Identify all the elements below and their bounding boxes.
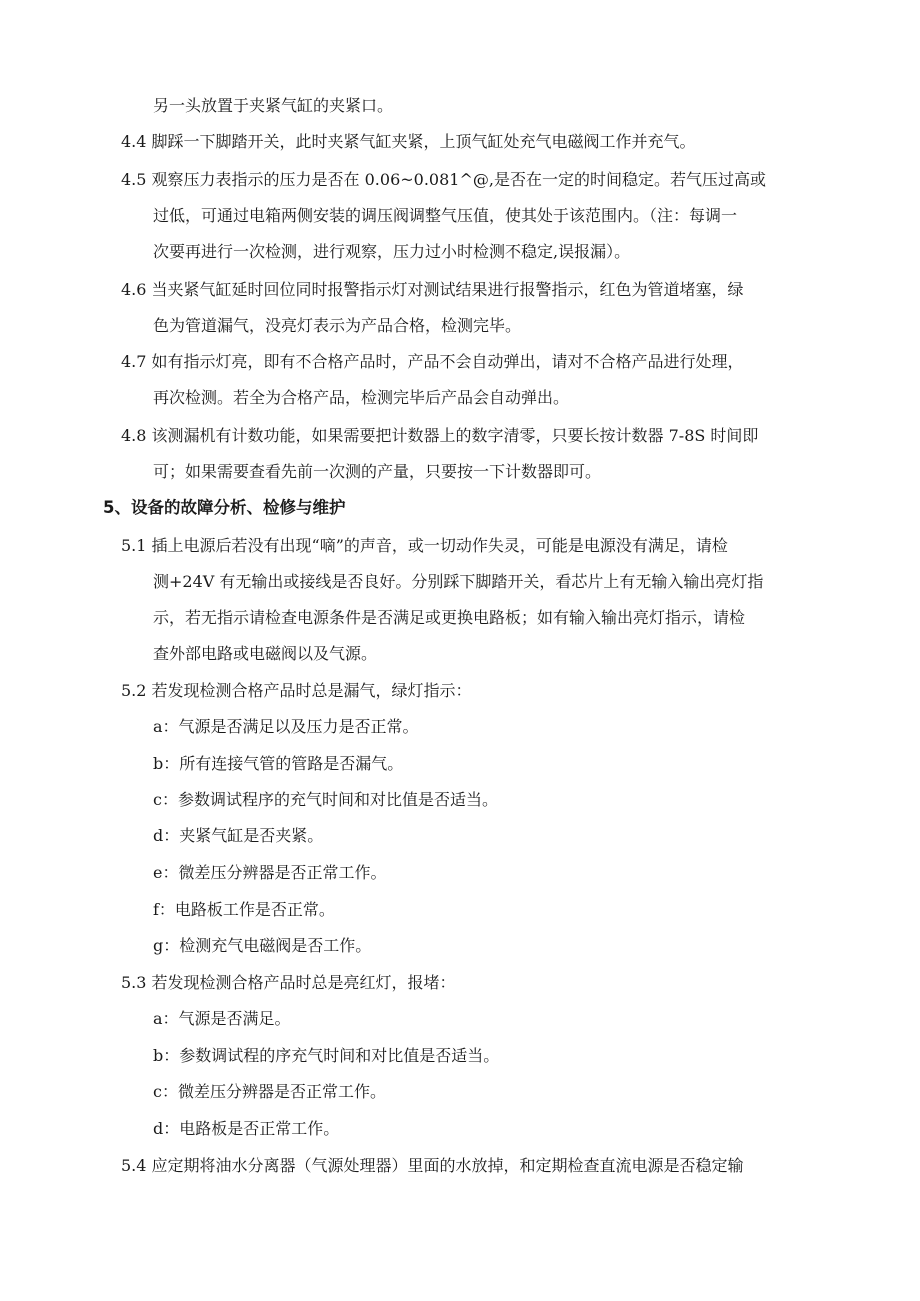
paragraph-4-5-line-1: 4.5 观察压力表指示的压力是否在 0.06~0.081^@,是否在一定的时间稳定。若气压过高或 bbox=[121, 170, 766, 189]
paragraph-4-6-line-1: 4.6 当夹紧气缸延时回位同时报警指示灯对测试结果进行报警指示，红色为管道堵塞，绿 bbox=[121, 280, 744, 299]
paragraph-4-5-line-3: 次要再进行一次检测，进行观察，压力过小时检测不稳定,误报漏）。 bbox=[153, 242, 631, 261]
list-item: d：夹紧气缸是否夹紧。 bbox=[153, 826, 324, 845]
paragraph-4-7-line-2: 再次检测。若全为合格产品，检测完毕后产品会自动弹出。 bbox=[153, 388, 570, 407]
list-item: d：电路板是否正常工作。 bbox=[153, 1119, 340, 1138]
paragraph-4-5-line-2: 过低，可通过电箱两侧安装的调压阀调整气压值，使其处于该范围内。（注：每调一 bbox=[153, 206, 738, 225]
paragraph-4-3-continuation: 另一头放置于夹紧气缸的夹紧口。 bbox=[153, 96, 394, 115]
paragraph-5-1-line-2: 测+24V 有无输出或接线是否良好。分别踩下脚踏开关，看芯片上有无输入输出亮灯指 bbox=[153, 572, 764, 591]
paragraph-5-4: 5.4 应定期将油水分离器（气源处理器）里面的水放掉，和定期检查直流电源是否稳定输 bbox=[121, 1156, 744, 1175]
list-item: a：气源是否满足。 bbox=[153, 1009, 291, 1028]
paragraph-4-6-line-2: 色为管道漏气，没亮灯表示为产品合格，检测完毕。 bbox=[153, 316, 522, 335]
list-item: b：所有连接气管的管路是否漏气。 bbox=[153, 754, 404, 773]
paragraph-4-7-line-1: 4.7 如有指示灯亮，即有不合格产品时，产品不会自动弹出，请对不合格产品进行处理， bbox=[121, 352, 744, 371]
section-5-heading: 5、设备的故障分析、检修与维护 bbox=[103, 498, 346, 517]
list-item: c：参数调试程序的充气时间和对比值是否适当。 bbox=[153, 790, 498, 809]
paragraph-5-3-title: 5.3 若发现检测合格产品时总是亮红灯，报堵： bbox=[121, 973, 456, 992]
paragraph-5-1-line-1: 5.1 插上电源后若没有出现“嘀”的声音，或一切动作失灵，可能是电源没有满足，请检 bbox=[121, 536, 728, 555]
paragraph-5-1-line-4: 查外部电路或电磁阀以及气源。 bbox=[153, 644, 378, 663]
paragraph-4-4: 4.4 脚踩一下脚踏开关，此时夹紧气缸夹紧，上顶气缸处充气电磁阀工作并充气。 bbox=[121, 132, 696, 151]
list-item: f：电路板工作是否正常。 bbox=[153, 900, 335, 919]
paragraph-5-1-line-3: 示，若无指示请检查电源条件是否满足或更换电路板；如有输入输出亮灯指示，请检 bbox=[153, 608, 746, 627]
list-item: e：微差压分辨器是否正常工作。 bbox=[153, 863, 387, 882]
paragraph-4-8-line-1: 4.8 该测漏机有计数功能，如果需要把计数器上的数字清零，只要长按计数器 7-8S 时间即 bbox=[121, 426, 759, 445]
list-item: b：参数调试程的序充气时间和对比值是否适当。 bbox=[153, 1046, 500, 1065]
list-item: c：微差压分辨器是否正常工作。 bbox=[153, 1082, 386, 1101]
list-item: g：检测充气电磁阀是否工作。 bbox=[153, 936, 372, 955]
paragraph-4-8-line-2: 可；如果需要查看先前一次测的产量，只要按一下计数器即可。 bbox=[153, 462, 602, 481]
paragraph-5-2-title: 5.2 若发现检测合格产品时总是漏气，绿灯指示： bbox=[121, 681, 472, 700]
list-item: a：气源是否满足以及压力是否正常。 bbox=[153, 717, 419, 736]
